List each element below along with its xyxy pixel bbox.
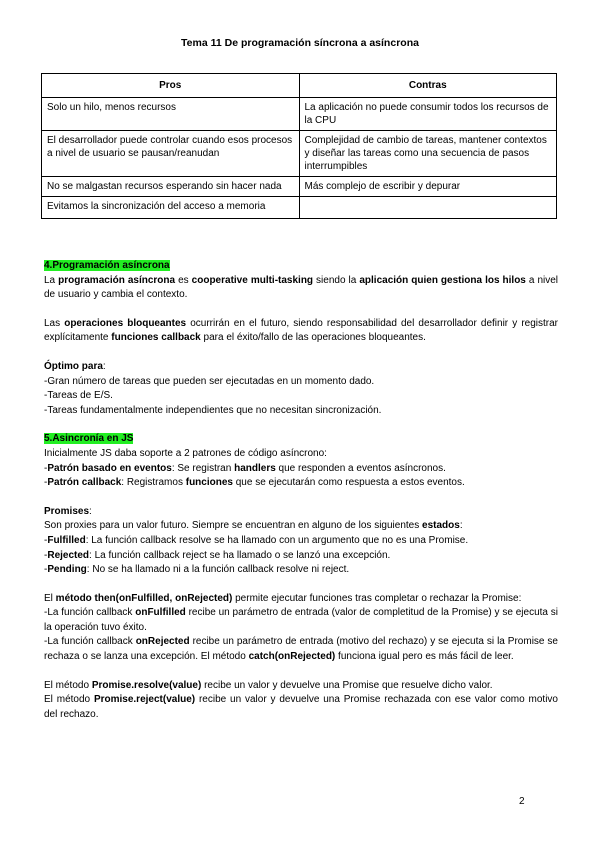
document-body [44,259,558,722]
then-paragraph: El método then(onFulfilled, onRejected) permite ejecutar funciones tras completar o rechazar la Promise: [44,592,522,604]
list-item: -Pending: No se ha llamado ni a la función callback resolve ni reject. [44,564,350,576]
table-header-pros: Pros [42,74,300,98]
reject-paragraph: El método Promise.reject(value) recibe un valor y devuelve una Promise rechazada con ese valor como motivo del rechazo. [44,694,558,720]
list-item: -Gran número de tareas que pueden ser ejecutadas en un momento dado. [44,375,375,387]
promises-label: Promises: [44,505,92,517]
page-number: 2 [519,796,525,807]
table-cell: Solo un hilo, menos recursos [42,98,300,131]
list-item: -Fulfilled: La función callback resolve se ha llamado con un argumento que no es una Promise. [44,534,469,546]
page-title: Tema 11 De programación síncrona a asíncrona [181,37,419,49]
table-cell: No se malgastan recursos esperando sin hacer nada [42,177,300,197]
table-cell: Evitamos la sincronización del acceso a memoria [42,197,300,219]
then-fulfilled: -La función callback onFulfilled recibe un parámetro de entrada (valor de completitud de la Promise) y se ejecuta si la operación tuvo éxito. [44,607,558,633]
list-item: -Rejected: La función callback reject se ha llamado o se lanzó una excepción. [44,549,391,561]
table-cell [299,197,557,219]
table-row [42,98,557,131]
list-item: -Patrón basado en eventos: Se registran handlers que responden a eventos asíncronos. [44,462,446,474]
table-cell: El desarrollador puede controlar cuando esos procesos a nivel de usuario se pausan/reanudan [42,131,300,177]
table-cell: Complejidad de cambio de tareas, mantener contextos y diseñar las tareas como una secuencia de pasos interrumpibles [299,131,557,177]
promises-intro: Son proxies para un valor futuro. Siempre se encuentran en alguno de los siguientes estados: [44,520,463,532]
list-item: -Tareas fundamentalmente independientes que no necesitan sincronización. [44,404,382,416]
section-5-heading: 5.Asincronía en JS [44,433,134,445]
table-cell: La aplicación no puede consumir todos los recursos de la CPU [299,98,557,131]
table-cell: Más complejo de escribir y depurar [299,177,557,197]
resolve-paragraph: El método Promise.resolve(value) recibe un valor y devuelve una Promise que resuelve dicho valor. [44,679,493,691]
list-item: -Tareas de E/S. [44,390,113,402]
optimo-label: Óptimo para: [44,360,106,372]
s5-intro: Inicialmente JS daba soporte a 2 patrones de código asíncrono: [44,447,327,459]
then-rejected: -La función callback onRejected recibe un parámetro de entrada (motivo del rechazo) y se ejecuta si la Promise se rechaza o se lanza una excepción. El método catch(onRejected) funciona igual pero es más fácil de leer. [44,636,558,663]
s4-paragraph-1: La programación asíncrona es cooperative multi-tasking siendo la aplicación quien gestiona los hilos a nivel de usuario y cambia el contexto. [44,274,559,301]
section-4-heading: 4.Programación asíncrona [44,260,170,271]
table-row [42,197,557,219]
s4-paragraph-2: Las operaciones bloqueantes ocurrirán en el futuro, siendo responsabilidad del desarrollador definir y registrar explícitamente funciones callback para el éxito/fallo de las operaciones bloqueantes. [44,317,558,344]
table-row [42,177,557,197]
table-row [42,131,557,177]
table-header-contras: Contras [299,74,557,98]
list-item: -Patrón callback: Registramos funciones que se ejecutarán como respuesta a estos eventos. [44,477,465,489]
pros-contras-table [41,73,557,219]
